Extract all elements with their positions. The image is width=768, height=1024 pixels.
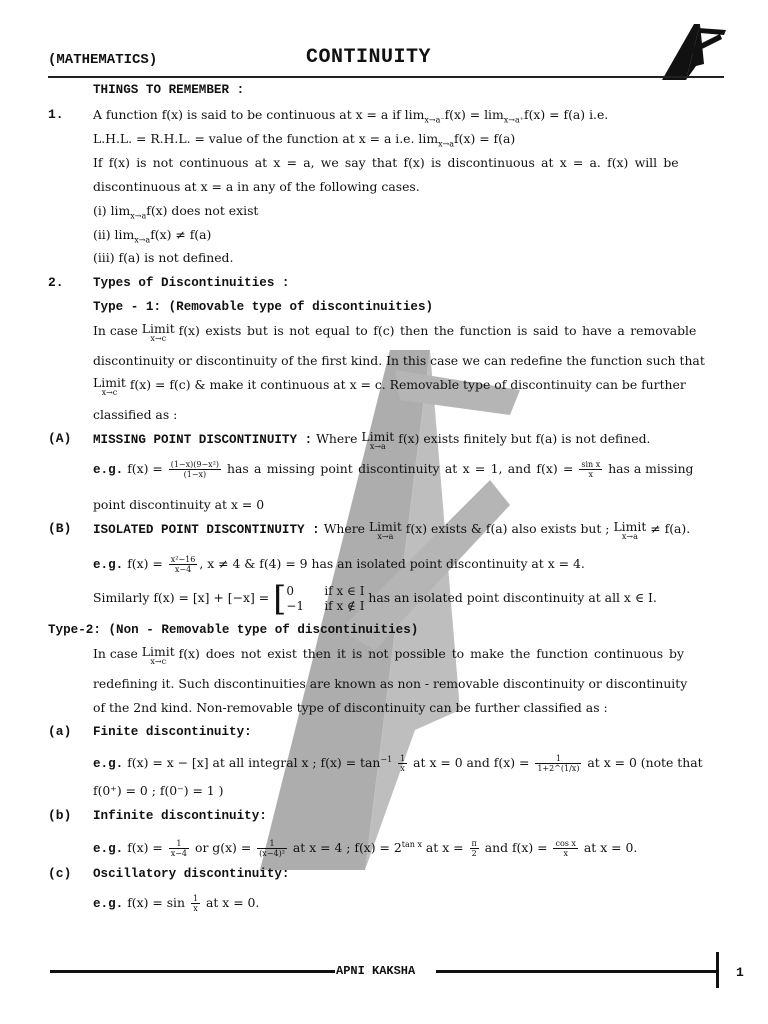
eg-label: e.g.: [93, 558, 124, 572]
denominator: 1+2^(1/x): [537, 764, 580, 774]
case-ii: [93, 227, 211, 248]
subscript: x→a: [438, 139, 455, 149]
eg-label: e.g.: [93, 842, 124, 857]
denominator: x: [400, 764, 405, 774]
text: In case: [93, 646, 138, 661]
missing-point-heading: MISSING POINT DISCONTINUITY :: [93, 433, 313, 447]
text: Limit: [613, 519, 647, 534]
case-condition: if x ∉ I: [324, 598, 365, 613]
subscript: x→a⁻: [424, 115, 445, 125]
numerator: 1: [169, 839, 189, 849]
text: has a missing point discontinuity at x = 1, and f(x) =: [226, 461, 574, 476]
limit-notation: [142, 646, 175, 666]
text: ≠ f(a).: [650, 521, 691, 536]
limit-notation: [613, 521, 646, 541]
case-i: [93, 203, 258, 224]
text: at x = 0 and f(x) =: [413, 755, 530, 771]
piecewise-cases: [286, 584, 364, 614]
type1-line2: discontinuity or discontinuity of the first kind. In this case we can redefine the function such that: [93, 353, 705, 368]
eg-label: e.g.: [93, 463, 124, 477]
footer-rule-right: [436, 970, 718, 973]
page-title: CONTINUITY: [306, 46, 432, 69]
text: f(x) does not exist: [146, 203, 259, 218]
limit-notation: [142, 323, 175, 343]
type2-line2: redefining it. Such discontinuities are known as non - removable discontinuity or discontinuity: [93, 676, 688, 691]
denominator: x: [193, 904, 198, 913]
header-divider: [48, 76, 724, 78]
oscillatory-example: [93, 894, 259, 913]
eg-label: e.g.: [93, 757, 124, 772]
item1-line1: [93, 107, 721, 128]
finite-heading: Finite discontinuity:: [93, 725, 252, 739]
text: Where: [316, 431, 358, 446]
case-value: 0: [286, 583, 294, 598]
subscript: x→a: [621, 532, 638, 541]
text: Limit: [361, 429, 395, 444]
denominator: (x−4)²: [259, 849, 285, 859]
missing-point-example-line2: point discontinuity at x = 0: [93, 497, 265, 512]
text: f(x) exists but is not equal to f(c) then the function is said to have a removable: [178, 323, 697, 338]
finite-example-line2: f(0⁺) = 0 ; f(0⁻) = 1 ): [93, 783, 224, 798]
subscript: x→a: [134, 235, 151, 245]
label-b: (b): [48, 808, 72, 823]
numerator: 1: [192, 894, 199, 903]
infinite-heading: Infinite discontinuity:: [93, 809, 267, 823]
fraction: [553, 839, 577, 858]
text: at x = 0.: [583, 840, 638, 856]
fraction: [470, 839, 479, 858]
subscript: x→a⁺: [503, 115, 524, 125]
subscript: x→c: [150, 334, 167, 343]
text: f(x) = f(a): [454, 131, 516, 146]
denominator: x: [588, 470, 594, 479]
isolated-point-example: [93, 555, 585, 574]
numerator: π: [471, 839, 477, 849]
case-iii: (iii) f(a) is not defined.: [93, 250, 234, 265]
numerator: sin x: [581, 460, 601, 469]
text: f(x) =: [127, 461, 163, 476]
text: L.H.L. = R.H.L. = value of the function at x = a i.e. lim: [93, 131, 439, 146]
fraction: [169, 839, 189, 858]
footer-vertical-bar: [716, 952, 719, 988]
case-value: −1: [286, 598, 305, 613]
text: has a missing: [608, 461, 694, 476]
footer-brand: APNI KAKSHA: [336, 964, 416, 978]
type1-line3: [93, 377, 721, 397]
type1-heading: Type - 1: (Removable type of discontinuities): [93, 300, 434, 314]
case-condition: if x ∈ I: [324, 583, 365, 598]
denominator: x−4: [174, 565, 192, 574]
text: f(x) = sin: [127, 895, 185, 910]
fraction: [257, 839, 287, 858]
limit-notation: [369, 521, 402, 541]
text: f(x) = f(a) i.e.: [523, 107, 609, 122]
numerator: 1: [535, 754, 581, 764]
superscript: tan x: [401, 840, 422, 849]
text: , x ≠ 4 & f(4) = 9 has an isolated point discontinuity at x = 4.: [199, 556, 585, 571]
numerator: cos x: [555, 839, 576, 849]
types-heading: Types of Discontinuities :: [93, 276, 290, 290]
item-number-2: 2.: [48, 275, 64, 290]
denominator: (1−x): [183, 470, 207, 479]
text: and f(x) =: [484, 840, 548, 856]
subscript: x→a: [369, 442, 386, 451]
missing-point-example: [93, 460, 693, 479]
text: f(x) = lim: [444, 107, 504, 122]
item1-line4: discontinuous at x = a in any of the following cases.: [93, 179, 420, 194]
numerator: (1−x)(9−x²): [170, 460, 220, 469]
eg-label: e.g.: [93, 897, 124, 911]
fraction: [169, 555, 198, 574]
text: has an isolated point discontinuity at all x ∈ I.: [368, 590, 657, 605]
text: A function f(x) is said to be continuous at x = a if lim: [93, 107, 425, 122]
denominator: 2: [471, 849, 477, 859]
text: at x = 4 ; f(x) = 2: [292, 840, 402, 856]
text: (ii) lim: [93, 227, 135, 242]
text: Limit: [141, 321, 175, 336]
isolated-point-heading: ISOLATED POINT DISCONTINUITY :: [93, 523, 320, 537]
text: (i) lim: [93, 203, 131, 218]
text: f(x) exists finitely but f(a) is not defined.: [398, 431, 651, 446]
text: f(x) exists & f(a) also exists but ;: [405, 521, 610, 536]
page-number: 1: [736, 965, 744, 980]
fraction: [535, 754, 581, 773]
infinite-example: [93, 837, 637, 858]
type2-heading: Type-2: (Non - Removable type of discontinuities): [48, 623, 419, 637]
fraction: [169, 460, 221, 479]
page-header: [48, 44, 724, 78]
type2-line3: of the 2nd kind. Non-removable type of discontinuity can be further classified as :: [93, 700, 608, 715]
numerator: 1: [400, 754, 406, 764]
text: at x = 0.: [206, 895, 260, 910]
denominator: x: [563, 849, 568, 859]
denominator: x−4: [170, 849, 188, 859]
fraction: [579, 460, 602, 479]
missing-point-line: [93, 431, 651, 451]
item-number-1: 1.: [48, 107, 64, 122]
text: In case: [93, 323, 138, 338]
limit-notation: [93, 377, 126, 397]
text: f(x) ≠ f(a): [150, 227, 212, 242]
subject-label: (MATHEMATICS): [48, 52, 158, 68]
subscript: x→a: [130, 211, 147, 221]
text: Similarly f(x) = [x] + [−x] =: [93, 590, 270, 605]
type1-line1: [93, 323, 721, 343]
text: Where: [323, 521, 365, 536]
text: Limit: [93, 375, 126, 390]
subscript: x→a: [377, 532, 394, 541]
item1-line3: If f(x) is not continuous at x = a, we say that f(x) is discontinuous at x = a. f(x) will be: [93, 155, 679, 170]
subscript: x→c: [150, 657, 167, 666]
finite-example: [93, 752, 703, 773]
label-a: (a): [48, 724, 72, 739]
numerator: 1: [257, 839, 287, 849]
type2-line1: [93, 646, 684, 666]
text: f(x) does not exist then it is not possible to make the function continuous by: [178, 646, 684, 661]
text: f(x) = f(c) & make it continuous at x = c. Removable type of discontinuity can be further: [129, 377, 686, 392]
apni-kaksha-logo-icon: [656, 20, 728, 82]
footer-rule-left: [50, 970, 335, 973]
subscript: x→c: [101, 388, 118, 397]
text: f(x) = x − [x] at all integral x ; f(x) = tan: [127, 755, 381, 771]
fraction: [398, 754, 407, 773]
label-A: (A): [48, 431, 72, 446]
limit-notation: [361, 431, 394, 451]
label-B: (B): [48, 521, 72, 536]
text: at x = 0 (note that: [587, 755, 703, 771]
text: Limit: [141, 644, 175, 659]
superscript: −1: [380, 755, 393, 764]
text: or g(x) =: [194, 840, 252, 856]
text: at x =: [425, 840, 464, 856]
fraction: [191, 894, 200, 913]
similarly-example: [93, 578, 657, 619]
text: f(x) =: [127, 840, 163, 856]
item1-line2: [93, 131, 515, 152]
isolated-point-line: [93, 521, 690, 541]
left-bracket: [: [273, 578, 287, 619]
type1-line4: classified as :: [93, 407, 178, 422]
oscillatory-heading: Oscillatory discontinuity:: [93, 867, 290, 881]
text: Limit: [368, 519, 402, 534]
label-c: (c): [48, 866, 72, 881]
text: f(x) =: [127, 556, 163, 571]
numerator: x²−16: [170, 555, 196, 564]
section-heading: THINGS TO REMEMBER :: [93, 83, 245, 97]
